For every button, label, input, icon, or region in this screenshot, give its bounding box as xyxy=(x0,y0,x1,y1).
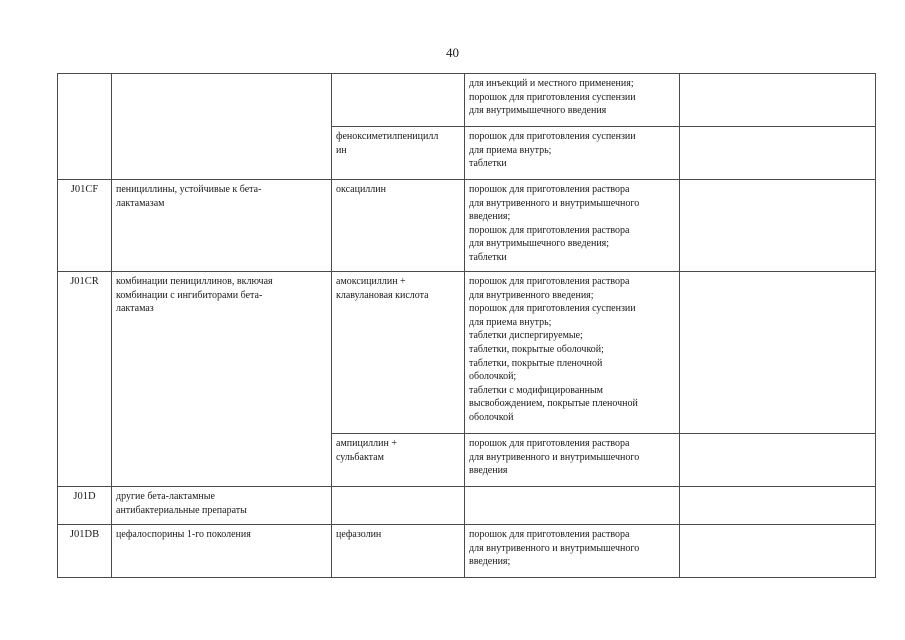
dosage-forms-cell xyxy=(465,127,680,180)
dosage-form-line: таблетки, покрытые оболочкой; xyxy=(469,343,604,355)
dosage-form-line: таблетки xyxy=(469,158,507,170)
group-name-cell xyxy=(112,74,332,180)
group-name-cell xyxy=(112,487,332,525)
group-name-cell xyxy=(112,272,332,487)
dosage-form-line: введения; xyxy=(469,211,511,223)
drug-name-cell xyxy=(332,127,465,180)
drug-name-line: ин xyxy=(336,144,347,156)
dosage-form-line: для инъекций и местного применения; xyxy=(469,78,634,89)
drug-name-line: амоксициллин + xyxy=(336,276,406,287)
atc-code-cell: J01DB xyxy=(58,525,112,578)
group-name-cell xyxy=(112,180,332,272)
page-number: 40 xyxy=(446,45,459,60)
dosage-forms-cell xyxy=(465,434,680,487)
dosage-forms-cell xyxy=(465,525,680,578)
dosage-form-line: порошок для приготовления суспензии xyxy=(469,131,636,142)
dosage-form-line: порошок для приготовления раствора xyxy=(469,184,630,195)
dosage-form-line: высвобождением, покрытые пленочной xyxy=(469,398,638,410)
dosage-form-line: порошок для приготовления раствора xyxy=(469,276,630,287)
dosage-form-line: порошок для приготовления суспензии xyxy=(469,91,636,103)
dosage-forms-cell xyxy=(465,487,680,525)
drug-name-cell xyxy=(332,272,465,434)
dosage-form-line: для внутривенного и внутримышечного xyxy=(469,451,640,463)
dosage-form-line: таблетки с модифицированным xyxy=(469,384,604,396)
dosage-form-line: введения; xyxy=(469,556,511,568)
dosage-form-line: порошок для приготовления раствора xyxy=(469,438,630,449)
dosage-form-line: оболочкой xyxy=(469,411,514,423)
table-row xyxy=(58,525,876,578)
table-row xyxy=(58,74,876,127)
group-name-line: антибактериальные препараты xyxy=(116,504,247,516)
note-cell xyxy=(680,127,876,180)
atc-code-cell: J01CR xyxy=(58,272,112,487)
dosage-form-line: для внутримышечного введения; xyxy=(469,238,610,250)
dosage-form-line: для приема внутрь; xyxy=(469,144,552,156)
table-row xyxy=(58,272,876,434)
dosage-form-line: порошок для приготовления раствора xyxy=(469,224,630,236)
drug-name-cell xyxy=(332,74,465,127)
dosage-form-line: таблетки, покрытые пленочной xyxy=(469,357,603,369)
drug-name-line: ампициллин + xyxy=(336,438,397,449)
dosage-form-line: порошок для приготовления суспензии xyxy=(469,303,636,315)
drug-name-cell xyxy=(332,487,465,525)
dosage-form-line: порошок для приготовления раствора xyxy=(469,529,630,540)
group-name-line: комбинации пенициллинов, включая xyxy=(116,276,273,287)
atc-code-cell: J01D xyxy=(58,487,112,525)
atc-code-cell: J01CF xyxy=(58,180,112,272)
dosage-form-line: введения xyxy=(469,465,508,477)
note-cell xyxy=(680,525,876,578)
dosage-forms-cell xyxy=(465,272,680,434)
atc-code-cell xyxy=(58,74,112,180)
table-row xyxy=(58,487,876,525)
table-row xyxy=(58,180,876,272)
group-name-line: лактамазам xyxy=(116,197,165,209)
group-name-cell: цефалоспорины 1-го поколения xyxy=(112,525,332,578)
dosage-form-line: оболочкой; xyxy=(469,371,517,383)
group-name-line: пенициллины, устойчивые к бета- xyxy=(116,184,262,195)
dosage-form-line: для внутривенного введения; xyxy=(469,289,594,301)
dosage-form-line: для внутримышечного введения xyxy=(469,105,607,117)
drug-name-cell: оксациллин xyxy=(332,180,465,272)
note-cell xyxy=(680,180,876,272)
drug-table xyxy=(57,73,876,578)
dosage-form-line: для внутривенного и внутримышечного xyxy=(469,542,640,554)
dosage-forms-cell xyxy=(465,180,680,272)
drug-name-cell xyxy=(332,434,465,487)
drug-name-cell: цефазолин xyxy=(332,525,465,578)
drug-name-line: сульбактам xyxy=(336,451,384,463)
group-name-line: лактамаз xyxy=(116,303,154,315)
dosage-form-line: для приема внутрь; xyxy=(469,316,552,328)
dosage-form-line: таблетки диспергируемые; xyxy=(469,330,583,342)
note-cell xyxy=(680,74,876,127)
note-cell xyxy=(680,434,876,487)
note-cell xyxy=(680,487,876,525)
note-cell xyxy=(680,272,876,434)
dosage-form-line: таблетки xyxy=(469,251,507,263)
group-name-line: другие бета-лактамные xyxy=(116,491,215,502)
dosage-form-line: для внутривенного и внутримышечного xyxy=(469,197,640,209)
dosage-forms-cell xyxy=(465,74,680,127)
drug-name-line: клавулановая кислота xyxy=(336,289,429,301)
group-name-line: комбинации с ингибиторами бета- xyxy=(116,289,263,301)
drug-name-line: феноксиметилпеницилл xyxy=(336,131,439,142)
